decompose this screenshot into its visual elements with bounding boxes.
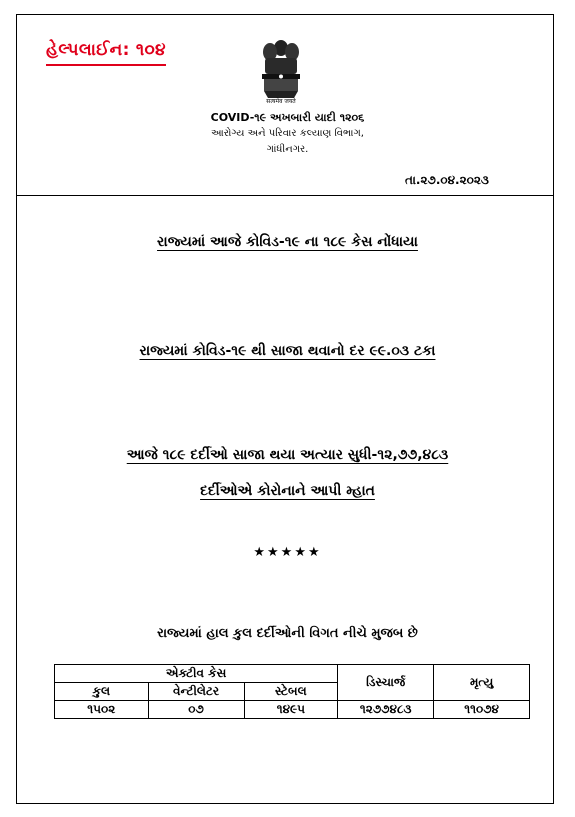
stable-value: ૧૪૯૫: [244, 701, 338, 719]
ashoka-emblem-icon: [256, 36, 306, 102]
table-row: [55, 701, 530, 719]
helpline-number: હેલ્પલાઈન: ૧૦૪: [46, 40, 166, 66]
total-header: કુલ: [55, 683, 149, 701]
total-value: ૧૫૦૨: [55, 701, 149, 719]
active-cases-header: એક્ટીવ કેસ: [55, 665, 338, 683]
ventilator-header: વેન્ટીલેટર: [148, 683, 244, 701]
table-intro: રાજ્યમાં હાલ કુલ દર્દીઓની વિગત નીચે મુજબ છે: [157, 626, 418, 641]
stable-header: સ્ટેબલ: [244, 683, 338, 701]
discharge-header: ડિસ્ચાર્જ: [338, 665, 434, 701]
star-separator: ★★★★★: [253, 545, 322, 560]
death-value: ૧૧૦૭૪: [434, 701, 530, 719]
death-header: મૃત્યુ: [434, 665, 530, 701]
headline-cases: રાજ્યમાં આજે કોવિડ-૧૯ ના ૧૮૯ કેસ નોંધાયા: [157, 234, 418, 250]
release-date: તા.૨૭.૦૪.૨૦૨૩: [405, 173, 489, 187]
discharge-value: ૧૨૭૭૪૮૩: [338, 701, 434, 719]
header-divider: [16, 195, 554, 196]
city-name: ગાંધીનગર.: [266, 144, 309, 155]
headline-recovered-line1: આજે ૧૮૯ દર્દીઓ સાજા થયા અત્યાર સુધી-૧૨,૭૭,૪૮૩: [126, 447, 449, 463]
ventilator-value: ૦૭: [148, 701, 244, 719]
patient-stats-table: [54, 664, 530, 719]
headline-recovery-rate: રાજ્યમાં કોવિડ-૧૯ થી સાજા થવાનો દર ૯૯.૦૩ ટકા: [139, 343, 436, 359]
emblem-motto: सत्यमेव जयते: [266, 98, 296, 105]
release-title: COVID-૧૯ અખબારી યાદી ૧૨૦૬: [210, 111, 365, 124]
department-name: આરોગ્ય અને પરિવાર કલ્યાણ વિભાગ,: [211, 128, 364, 139]
headline-recovered-line2: દર્દીઓએ કોરોનાને આપી મ્હાત: [200, 483, 375, 499]
